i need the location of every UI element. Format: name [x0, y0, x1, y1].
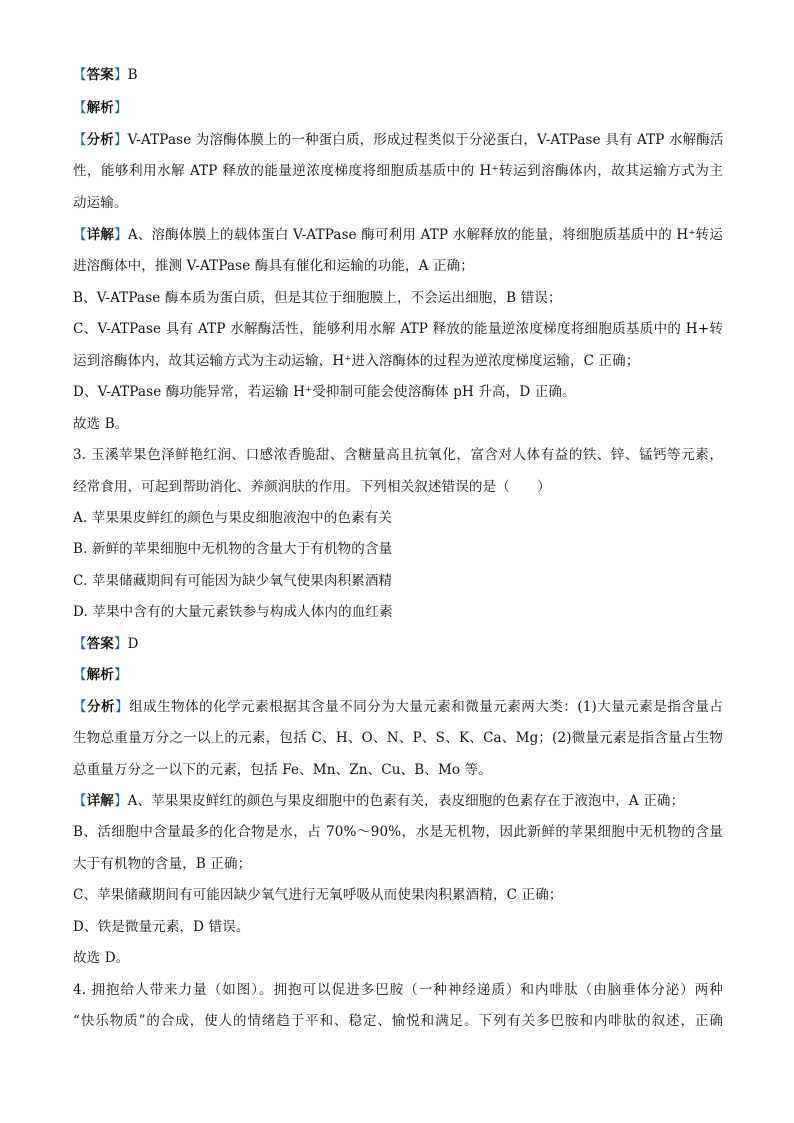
xiangjie-line: 大于有机物的含量，B 正确；	[73, 856, 252, 872]
fenxi-label: 分析	[87, 699, 116, 715]
fenxi-line: 【分析】组成生物体的化学元素根据其含量不同分为大量元素和微量元素两大类：(1)大量元素是指含量占	[73, 699, 723, 715]
fenxi-line: 【分析】V-ATPase 为溶酶体膜上的一种蛋白质，形成过程类似于分泌蛋白，V-ATPase 具有 ATP 水解酶活	[73, 132, 724, 148]
xiangjie-line: D、V-ATPase 酶功能异常，若运输 H⁺受抑制可能会使溶酶体 pH 升高，D 正确。	[73, 384, 576, 400]
xiangjie-line: 【详解】A、苹果果皮鲜红的颜色与果皮细胞中的色素有关，表皮细胞的色素存在于液泡中，A 正确；	[73, 793, 685, 809]
option-a: A. 苹果果皮鲜红的颜色与果皮细胞液泡中的色素有关	[73, 510, 393, 526]
fenxi-line: 动运输。	[73, 195, 128, 211]
xiangjie-line: C、V-ATPase 具有 ATP 水解酶活性，能够利用水解 ATP 释放的能量逆浓度梯度将细胞质基质中的 H+转	[73, 321, 723, 337]
xiangjie-line: 【详解】A、溶酶体膜上的载体蛋白 V-ATPase 酶可利用 ATP 水解释放的能量，将细胞质基质中的 H⁺转运	[73, 227, 724, 243]
question-stem: 4. 拥抱给人带来力量（如图）。拥抱可以促进多巴胺（一种神经递质）和内啡肽（由脑垂体分泌）两种	[73, 982, 723, 998]
answer-value: B	[127, 67, 138, 83]
option-d: D. 苹果中含有的大量元素铁参与构成人体内的血红素	[73, 604, 393, 620]
answer-label: 答案	[86, 67, 114, 83]
xiangjie-line: B、活细胞中含量最多的化合物是水，占 70%～90%，水是无机物，因此新鲜的苹果细胞中无机物的含量	[73, 824, 723, 840]
xiangjie-line: 运到溶酶体内，故其运输方式为主动运输，H⁺进入溶酶体的过程为逆浓度梯度运输，C 正确；	[73, 353, 640, 369]
question-stem: “快乐物质”的合成，使人的情绪趋于平和、稳定、愉悦和满足。下列有关多巴胺和内啡肽的叙述，正确	[73, 1013, 723, 1029]
xiangjie-label: 详解	[86, 227, 115, 243]
option-b: B. 新鲜的苹果细胞中无机物的含量大于有机物的含量	[73, 541, 393, 557]
analysis-heading: 【解析】	[73, 100, 128, 116]
analysis-heading: 【解析】	[73, 667, 128, 683]
answer-label: 答案	[86, 636, 114, 652]
xiangjie-line: 进溶酶体中，推测 V-ATPase 酶具有催化和运输的功能，A 正确；	[73, 258, 474, 274]
question-stem: 经常食用，可起到帮助消化、养颜润肤的作用。下列相关叙述错误的是（ ）	[73, 479, 551, 495]
fenxi-line: 总重量万分之一以下的元素，包括 Fe、Mn、Zn、Cu、B、Mo 等。	[73, 762, 492, 778]
xiangjie-line: B、V-ATPase 酶本质为蛋白质，但是其位于细胞膜上，不会运出细胞，B 错误；	[73, 290, 562, 306]
fenxi-label: 分析	[86, 132, 114, 148]
answer-value: D	[127, 636, 139, 652]
fenxi-line: 生物总重量万分之一以上的元素，包括 C、H、O、N、P、S、K、Ca、Mg；(2)微量元素是指含量占生物	[73, 730, 723, 746]
answer-line: 【答案】D	[73, 636, 139, 652]
xiangjie-line: C、苹果储藏期间有可能因缺少氧气进行无氧呼吸从而使果肉积累酒精，C 正确；	[73, 887, 563, 903]
question-stem: 3. 玉溪苹果色泽鲜艳红润、口感浓香脆甜、含糖量高且抗氧化，富含对人体有益的铁、锌、锰钙等元素，	[73, 447, 723, 463]
xiangjie-line: 故选 B。	[73, 416, 129, 432]
xiangjie-line: D、铁是微量元素，D 错误。	[73, 919, 250, 935]
xiangjie-line: 故选 D。	[73, 950, 130, 966]
fenxi-line: 性，能够利用水解 ATP 释放的能量逆浓度梯度将细胞质基质中的 H⁺转运到溶酶体内，故其运输方式为主	[73, 163, 723, 179]
answer-line: 【答案】B	[73, 67, 138, 83]
option-c: C. 苹果储藏期间有可能因为缺少氧气使果肉积累酒精	[73, 573, 393, 589]
xiangjie-label: 详解	[86, 793, 114, 809]
